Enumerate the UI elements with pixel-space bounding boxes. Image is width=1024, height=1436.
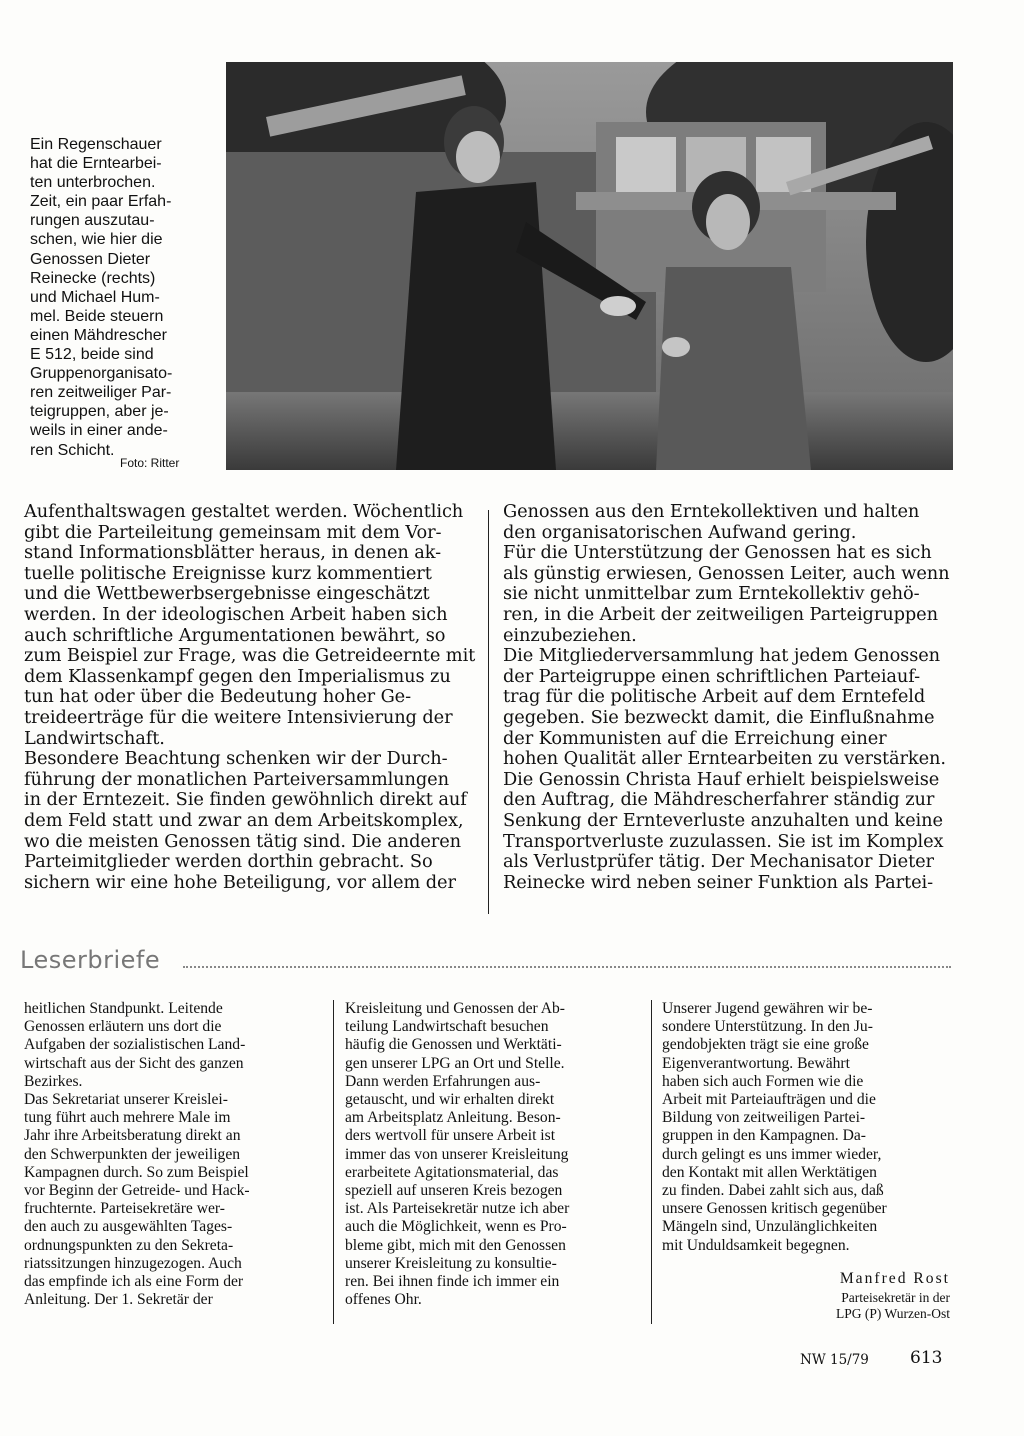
text-line: sie nicht unmittelbar zum Erntekollektiv gehö-	[503, 583, 920, 605]
text-line: auch schriftliche Argumentationen bewährt, so	[24, 624, 446, 646]
caption-line: mel. Beide steuern	[30, 307, 164, 325]
text-line: Reinecke wird neben seiner Funktion als Partei-	[503, 871, 934, 893]
caption-line: und Michael Hum-	[30, 288, 160, 306]
text-line: als Verlustprüfer tätig. Der Mechanisator Dieter	[503, 851, 934, 873]
photo-caption	[30, 135, 200, 460]
text-line: bleme gibt, mich mit den Genossen	[345, 1236, 566, 1254]
text-line: treideerträge für die weitere Intensivierung der	[24, 706, 453, 728]
text-line: gen unserer LPG an Ort und Stelle.	[345, 1054, 565, 1072]
text-line: offenes Ohr.	[345, 1291, 422, 1309]
text-line: fruchternte. Parteisekretäre wer-	[24, 1200, 225, 1218]
caption-line: ren Schicht.	[30, 441, 115, 459]
article-upper-right-column	[503, 502, 951, 893]
caption-line: E 512, beide sind	[30, 346, 154, 364]
page-number: 613	[910, 1348, 943, 1368]
text-line: als günstig erwiesen, Genossen Leiter, auch wenn	[503, 562, 950, 584]
caption-line: einen Mähdrescher	[30, 326, 167, 344]
caption-line: Ein Regenschauer	[30, 136, 162, 153]
column-divider	[488, 510, 489, 914]
text-line: teilung Landwirtschaft besuchen	[345, 1018, 549, 1036]
photo-harvest-conversation	[226, 62, 953, 470]
text-line: Parteimitglieder werden dorthin gebracht. So	[24, 851, 433, 873]
section-rule	[183, 966, 951, 971]
text-line: Arbeit mit Parteiaufträgen und die	[662, 1091, 876, 1109]
text-line: sondere Unterstützung. In den Ju-	[662, 1018, 873, 1036]
text-line: riatssitzungen hinzugezogen. Auch	[24, 1254, 242, 1272]
text-line: ist. Als Parteisekretär nutze ich aber	[345, 1200, 570, 1218]
text-line: den auch zu ausgewählten Tages-	[24, 1218, 233, 1236]
text-line: am Arbeitsplatz Anleitung. Beson-	[345, 1109, 561, 1127]
text-line: das empfinde ich als eine Form der	[24, 1273, 244, 1291]
caption-line: Gruppenorganisato-	[30, 365, 173, 383]
text-line: durch gelingt es uns immer wieder,	[662, 1145, 882, 1163]
text-line: Unserer Jugend gewähren wir be-	[662, 1000, 873, 1017]
text-line: tun hat oder über die Bedeutung hoher Ge-	[24, 686, 412, 708]
column-divider	[651, 1000, 652, 1324]
text-line: Besondere Beachtung schenken wir der Durch-	[24, 748, 448, 770]
text-line: den Auftrag, die Mähdrescherfahrer ständig zur	[503, 789, 935, 811]
text-line: gegeben. Sie bezweckt damit, die Einflußnahme	[503, 706, 935, 728]
text-line: Eigenverantwortung. Bewährt	[662, 1054, 850, 1072]
caption-line: Genossen Dieter	[30, 250, 151, 268]
text-line: Genossen erläutern uns dort die	[24, 1018, 222, 1036]
text-line: wirtschaft aus der Sicht des ganzen	[24, 1054, 244, 1072]
text-line: zum Beispiel zur Frage, was die Getreideernte mit	[24, 645, 476, 667]
text-line: in der Erntezeit. Sie finden gewöhnlich direkt auf	[24, 789, 467, 811]
text-line: ren. Bei ihnen finde ich immer ein	[345, 1273, 560, 1291]
text-line: sichern wir eine hohe Beteiligung, vor allem der	[24, 871, 456, 893]
text-line: getauscht, und wir erhalten direkt	[345, 1091, 555, 1109]
text-line: erarbeitete Agitationsmaterial, das	[345, 1163, 559, 1181]
text-line: stand Informationsblätter heraus, in denen ak-	[24, 542, 442, 564]
text-line: unserer Kreisleitung zu konsultie-	[345, 1254, 557, 1272]
text-line: Bildung von zeitweiligen Partei-	[662, 1109, 866, 1127]
text-line: führung der monatlichen Parteiversammlungen	[24, 768, 449, 790]
author-name: Manfred Rost	[839, 1270, 950, 1287]
text-line: und die Wettbewerbsergebnisse eingeschätzt	[24, 583, 430, 605]
text-line: haben sich auch Formen wie die	[662, 1072, 864, 1090]
caption-line: Zeit, ein paar Erfah-	[30, 193, 172, 211]
text-line: Dann werden Erfahrungen aus-	[345, 1072, 541, 1090]
text-line: zu finden. Dabei zahlt sich aus, daß	[662, 1182, 884, 1200]
text-line: mit Unduldsamkeit begegnen.	[662, 1236, 850, 1254]
text-line: ren, in die Arbeit der zeitweiligen Parteigruppen	[503, 603, 938, 625]
text-line: häufig die Genossen und Werktäti-	[345, 1036, 562, 1054]
text-line: den organisatorischen Aufwand gering.	[503, 521, 857, 543]
photo-credit: Foto: Ritter	[120, 456, 180, 470]
author-organization: LPG (P) Wurzen-Ost	[836, 1306, 950, 1321]
text-line: immer das von unserer Kreisleitung	[345, 1145, 569, 1163]
caption-line: ten unterbrochen.	[30, 174, 156, 192]
text-line: Bezirkes.	[24, 1072, 83, 1090]
text-line: speziell auf unseren Kreis bezogen	[345, 1182, 563, 1200]
text-line: gibt die Parteileitung gemeinsam mit dem Vor-	[24, 521, 442, 543]
text-line: Kreisleitung und Genossen der Ab-	[345, 1000, 566, 1017]
text-line: tung führt auch mehrere Male im	[24, 1109, 231, 1127]
text-line: werden. In der ideologischen Arbeit haben sich	[24, 603, 448, 625]
caption-line: hat die Erntearbei-	[30, 155, 162, 173]
text-line: Für die Unterstützung der Genossen hat es sich	[503, 542, 932, 564]
article-upper-left-column	[24, 501, 476, 893]
caption-line: weils in einer ande-	[30, 422, 168, 440]
section-title: Leserbriefe	[20, 946, 161, 974]
caption-line: ren zeitweiliger Par-	[30, 384, 172, 402]
text-line: Jahr ihre Arbeitsberatung direkt an	[24, 1127, 241, 1145]
text-line: einzubeziehen.	[503, 624, 637, 646]
text-line: Die Mitgliederversammlung hat jedem Genossen	[503, 645, 940, 667]
issue-label: NW 15/79	[800, 1352, 869, 1368]
text-line: ordnungspunkten zu den Sekreta-	[24, 1236, 234, 1254]
text-line: heitlichen Standpunkt. Leitende	[24, 1000, 223, 1017]
text-line: Senkung der Ernteverluste anzuhalten und keine	[503, 809, 943, 831]
text-line: dem Feld statt und zwar an dem Arbeitskomplex,	[24, 809, 464, 831]
text-line: dem Klassenkampf gegen den Imperialismus zu	[24, 665, 451, 687]
text-line: tuelle politische Ereignisse kurz kommentiert	[24, 562, 432, 584]
text-line: Landwirtschaft.	[24, 727, 165, 749]
text-line: der Parteigruppe einen schriftlichen Parteiauf-	[503, 665, 921, 687]
letter-column-1	[24, 1000, 321, 1309]
text-line: Das Sekretariat unserer Kreislei-	[24, 1091, 228, 1109]
text-line: trag für die politische Arbeit auf dem Erntefeld	[503, 686, 926, 708]
text-line: Transportverluste zuzulassen. Sie ist im Komplex	[503, 830, 944, 852]
text-line: den Schwerpunkten der jeweiligen	[24, 1145, 241, 1163]
text-line: hohen Qualität aller Erntearbeiten zu verstärken.	[503, 748, 946, 770]
text-line: Die Genossin Christa Hauf erhielt beispielsweise	[503, 768, 940, 790]
letter-column-3	[662, 1000, 952, 1255]
text-line: unsere Genossen kritisch gegenüber	[662, 1200, 887, 1218]
caption-line: teigruppen, aber je-	[30, 403, 169, 421]
text-line: Aufgaben der sozialistischen Land-	[24, 1036, 246, 1054]
text-line: auch die Möglichkeit, wenn es Pro-	[345, 1218, 567, 1236]
text-line: wo die meisten Genossen tätig sind. Die anderen	[24, 830, 461, 852]
caption-line: rungen auszutau-	[30, 212, 155, 230]
column-divider	[333, 1000, 334, 1324]
text-line: vor Beginn der Getreide- und Hack-	[24, 1182, 250, 1200]
caption-line: schen, wie hier die	[30, 231, 163, 249]
text-line: Kampagnen durch. So zum Beispiel	[24, 1163, 249, 1181]
text-line: ders wertvoll für unsere Arbeit ist	[345, 1127, 556, 1145]
text-line: gruppen in den Kampagnen. Da-	[662, 1127, 866, 1145]
text-line: Aufenthaltswagen gestaltet werden. Wöchentlich	[24, 501, 464, 522]
text-line: gendobjekten trägt sie eine große	[662, 1036, 869, 1054]
author-role: Parteisekretär in der	[841, 1290, 950, 1305]
caption-line: Reinecke (rechts)	[30, 269, 156, 287]
letter-column-2	[345, 1000, 635, 1309]
text-line: Mängeln sind, Unzulänglichkeiten	[662, 1218, 878, 1236]
photo-illustration	[226, 62, 953, 470]
text-line: der Kommunisten auf die Erreichung einer	[503, 727, 887, 749]
text-line: den Kontakt mit allen Werktätigen	[662, 1163, 877, 1181]
text-line: Anleitung. Der 1. Sekretär der	[24, 1291, 213, 1309]
text-line: Genossen aus den Erntekollektiven und halten	[503, 501, 920, 522]
